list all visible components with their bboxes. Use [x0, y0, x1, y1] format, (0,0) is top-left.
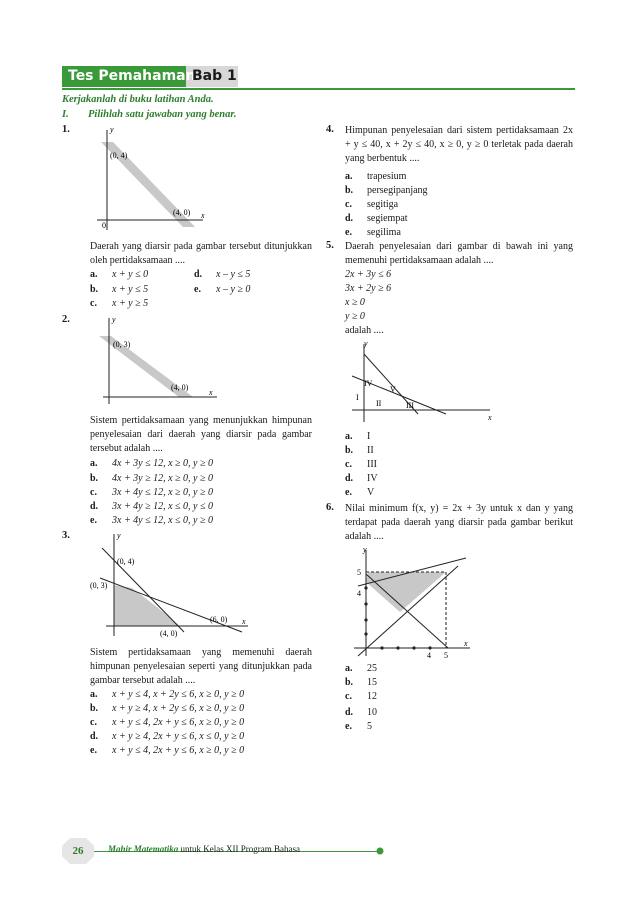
- q6-option-d[interactable]: [345, 706, 377, 720]
- q1-option-b-text: x + y ≤ 5: [112, 284, 149, 295]
- q6-option-a-text: 25: [367, 663, 377, 674]
- q6-option-a-letter: a.: [345, 663, 353, 674]
- q1-option-a-letter: a.: [90, 269, 98, 280]
- q2-option-c[interactable]: [90, 486, 213, 500]
- q3-point-0-3: (0, 3): [90, 581, 108, 590]
- q2-option-a-text: 4x + 3y ≤ 12, x ≥ 0, y ≥ 0: [112, 458, 213, 469]
- q4-option-c-text: segitiga: [367, 199, 399, 210]
- q6-x4-label: 4: [427, 651, 431, 660]
- q2-number: 2.: [62, 314, 70, 325]
- q2-stem: Sistem pertidaksamaan yang menunjukkan himpunan penyelesaian dari daerah yang diarsir pada gambar tersebut adalah ....: [90, 415, 312, 454]
- q5-option-a-letter: a.: [345, 431, 353, 442]
- q3-option-e-letter: e.: [90, 745, 97, 756]
- q3-option-b-letter: b.: [90, 703, 99, 714]
- section-number: I.: [62, 109, 69, 120]
- page-number: 26: [72, 845, 84, 857]
- q3-number: 3.: [62, 530, 70, 541]
- q2-option-c-letter: c.: [90, 487, 97, 498]
- q6-tick-x3: [412, 646, 415, 649]
- q6-tick-x1: [380, 646, 383, 649]
- q3-option-e[interactable]: [90, 744, 244, 758]
- q5-ineq-2: 3x + 2y ≥ 6: [345, 283, 392, 294]
- footer-title: [108, 844, 300, 854]
- q6-tick-y3: [364, 618, 367, 621]
- q5-region-4: IV: [364, 379, 373, 388]
- footer-book: Mahir Matematika: [108, 844, 179, 854]
- q6-option-e-text: 5: [367, 721, 372, 732]
- q1-stem: Daerah yang diarsir pada gambar tersebut ditunjukkan oleh pertidaksamaan ....: [90, 241, 312, 266]
- q4-option-a-letter: a.: [345, 171, 353, 182]
- q6-stem: Nilai minimum f(x, y) = 2x + 3y untuk x dan y yang terdapat pada daerah yang diarsir pada gambar berikut adalah ....: [345, 503, 573, 542]
- instruction-line: Kerjakanlah di buku latihan Anda.: [62, 94, 214, 105]
- q3-option-b[interactable]: [90, 702, 244, 716]
- q5-option-d-letter: d.: [345, 473, 354, 484]
- q4-option-c-letter: c.: [345, 199, 352, 210]
- q6-option-c[interactable]: [345, 690, 377, 704]
- q1-option-d-text: x – y ≤ 5: [216, 269, 251, 280]
- q6-number: 6.: [326, 502, 334, 513]
- header-chapter: Bab 1: [192, 68, 237, 84]
- q5-option-e-text: V: [367, 487, 375, 498]
- q3-option-a-letter: a.: [90, 689, 98, 700]
- header-rule: [62, 88, 575, 90]
- footer-subtitle: untuk Kelas XII Program Bahasa: [180, 844, 300, 854]
- q5-region-5: V: [390, 385, 396, 394]
- q5-ineq-1: 2x + 3y ≤ 6: [345, 269, 392, 280]
- q6-option-d-text: 10: [367, 707, 377, 718]
- q2-option-b[interactable]: [90, 472, 213, 486]
- q3-point-4-0: (4, 0): [160, 629, 178, 638]
- q1-y-label: y: [110, 125, 114, 134]
- q4-option-a[interactable]: [345, 170, 406, 184]
- section-title: Pilihlah satu jawaban yang benar.: [88, 109, 237, 120]
- q6-x5-label: 5: [444, 651, 448, 660]
- q5-option-e[interactable]: [345, 486, 374, 500]
- q4-option-d-letter: d.: [345, 213, 354, 224]
- q4-option-e[interactable]: [345, 226, 401, 240]
- q6-y5-label: 5: [357, 568, 361, 577]
- q5-number: 5.: [326, 240, 334, 251]
- q3-option-e-text: x + y ≤ 4, 2x + y ≤ 6, x ≥ 0, y ≥ 0: [112, 745, 245, 756]
- q5-region-2: II: [376, 399, 382, 408]
- q3-point-0-4: (0, 4): [117, 557, 135, 566]
- q5-ineq-3: x ≥ 0: [345, 297, 365, 308]
- q5-graph: [340, 338, 500, 428]
- q3-shaded-region: [114, 585, 180, 626]
- q4-stem: Himpunan penyelesaian dari sistem pertidaksamaan 2x + y ≤ 40, x + 2y ≤ 40, x ≥ 0, y ≥ 0 terletak pada daerah yang berbentuk ....: [345, 125, 573, 164]
- q6-y-label: y: [363, 545, 367, 554]
- q3-option-a-text: x + y ≤ 4, x + 2y ≤ 6, x ≥ 0, y ≥ 0: [112, 689, 245, 700]
- q5-option-c[interactable]: [345, 458, 377, 472]
- q5-option-d-text: IV: [367, 473, 378, 484]
- q1-option-d-letter: d.: [194, 269, 203, 280]
- q5-option-c-text: III: [367, 459, 377, 470]
- q2-option-d-letter: d.: [90, 501, 99, 512]
- q4-option-b[interactable]: [345, 184, 428, 198]
- q2-option-b-text: 4x + 3y ≥ 12, x ≥ 0, y ≥ 0: [112, 473, 213, 484]
- q1-option-c[interactable]: [90, 297, 148, 311]
- q5-stem: Daerah penyelesaian dari gambar di bawah ini yang memenuhi pertidaksamaan adalah ....: [345, 241, 573, 266]
- q4-option-b-letter: b.: [345, 185, 354, 196]
- q2-option-c-text: 3x + 4y ≤ 12, x ≥ 0, y ≥ 0: [112, 487, 213, 498]
- q2-option-d-text: 3x + 4y ≥ 12, x ≤ 0, y ≤ 0: [112, 501, 213, 512]
- q5-ineq-4: y ≥ 0: [345, 311, 365, 322]
- q6-option-b[interactable]: [345, 676, 377, 690]
- q5-region-3: III: [406, 401, 414, 410]
- q6-option-a[interactable]: [345, 662, 377, 676]
- q1-option-a-text: x + y ≤ 0: [112, 269, 149, 280]
- q5-region-1: I: [356, 393, 359, 402]
- q3-option-b-text: x + y ≥ 4, x + 2y ≤ 6, x ≥ 0, y ≥ 0: [112, 703, 245, 714]
- q3-option-c[interactable]: [90, 716, 244, 730]
- q1-number: 1.: [62, 124, 70, 135]
- q6-shaded-region: [366, 572, 446, 612]
- q6-tick-x2: [396, 646, 399, 649]
- q3-option-a[interactable]: [90, 688, 244, 702]
- q3-option-d-letter: d.: [90, 731, 99, 742]
- q2-option-e[interactable]: [90, 514, 213, 528]
- q3-stem: Sistem pertidaksamaan yang memenuhi daerah himpunan penyelesaian seperti yang ditunjukkan pada gambar tersebut adalah ....: [90, 647, 312, 686]
- q4-option-b-text: persegipanjang: [367, 185, 428, 196]
- q2-option-e-letter: e.: [90, 515, 97, 526]
- q1-option-c-letter: c.: [90, 298, 97, 309]
- q2-graph: [85, 312, 225, 412]
- q1-option-c-text: x + y ≥ 5: [112, 298, 149, 309]
- q2-option-a-letter: a.: [90, 458, 98, 469]
- q5-tail: adalah ....: [345, 325, 384, 336]
- q1-x-label: x: [201, 211, 205, 220]
- q5-option-a-text: I: [367, 431, 371, 442]
- footer-dot-icon: [374, 845, 386, 857]
- q6-x-label: x: [464, 639, 468, 648]
- q2-option-b-letter: b.: [90, 473, 99, 484]
- q6-option-e-letter: e.: [345, 721, 352, 732]
- q5-option-e-letter: e.: [345, 487, 352, 498]
- q4-option-a-text: trapesium: [367, 171, 407, 182]
- q5-option-b-text: II: [367, 445, 374, 456]
- q3-option-d-text: x + y ≥ 4, 2x + y ≤ 6, x ≤ 0, y ≥ 0: [112, 731, 245, 742]
- q5-x-label: x: [488, 413, 492, 422]
- q5-option-b-letter: b.: [345, 445, 354, 456]
- q1-point-0-4: (0, 4): [110, 151, 128, 160]
- q6-option-d-letter: d.: [345, 707, 354, 718]
- q6-tick-x4: [428, 646, 431, 649]
- q1-option-b[interactable]: [90, 283, 148, 297]
- q1-option-e-letter: e.: [194, 284, 201, 295]
- q6-option-b-letter: b.: [345, 677, 354, 688]
- q2-point-4-0: (4, 0): [171, 383, 189, 392]
- q6-option-e[interactable]: [345, 720, 372, 734]
- q1-point-4-0: (4, 0): [173, 208, 191, 217]
- q2-y-label: y: [112, 315, 116, 324]
- q6-y4-label: 4: [357, 589, 361, 598]
- q3-option-c-letter: c.: [90, 717, 97, 728]
- q5-option-c-letter: c.: [345, 459, 352, 470]
- q6-tick-y1: [364, 586, 367, 589]
- q1-origin: 0: [102, 221, 106, 230]
- q6-option-c-text: 12: [367, 691, 377, 702]
- q1-graph: [85, 122, 215, 237]
- q1-option-b-letter: b.: [90, 284, 99, 295]
- q5-y-label: y: [364, 339, 368, 348]
- q4-option-e-text: segilima: [367, 227, 401, 238]
- q5-option-a[interactable]: [345, 430, 370, 444]
- q4-option-d-text: segiempat: [367, 213, 408, 224]
- q6-tick-y2: [364, 602, 367, 605]
- q3-option-c-text: x + y ≤ 4, 2x + y ≤ 6, x ≥ 0, y ≥ 0: [112, 717, 245, 728]
- q2-option-a[interactable]: [90, 457, 213, 471]
- q1-option-e-text: x – y ≥ 0: [216, 284, 251, 295]
- q4-option-d[interactable]: [345, 212, 408, 226]
- q1-option-a[interactable]: [90, 268, 148, 282]
- q3-y-label: y: [117, 531, 121, 540]
- q1-option-d[interactable]: [194, 268, 250, 282]
- q2-option-e-text: 3x + 4y ≤ 12, x ≤ 0, y ≥ 0: [112, 515, 213, 526]
- q4-number: 4.: [326, 124, 334, 135]
- q3-option-d[interactable]: [90, 730, 244, 744]
- q6-tick-y4: [364, 632, 367, 635]
- q5-option-d[interactable]: [345, 472, 378, 486]
- q2-point-0-3: (0, 3): [113, 340, 131, 349]
- q3-graph: [82, 528, 252, 643]
- q3-point-6-0: (6, 0): [210, 615, 228, 624]
- q6-graph: [340, 544, 480, 664]
- q2-x-label: x: [209, 388, 213, 397]
- q6-option-c-letter: c.: [345, 691, 352, 702]
- q1-option-e[interactable]: [194, 283, 250, 297]
- q5-option-b[interactable]: [345, 444, 374, 458]
- q3-x-label: x: [242, 617, 246, 626]
- q4-option-c[interactable]: [345, 198, 398, 212]
- q4-option-e-letter: e.: [345, 227, 352, 238]
- header-label: Tes Pemahaman: [68, 68, 196, 84]
- q6-option-b-text: 15: [367, 677, 377, 688]
- q2-option-d[interactable]: [90, 500, 213, 514]
